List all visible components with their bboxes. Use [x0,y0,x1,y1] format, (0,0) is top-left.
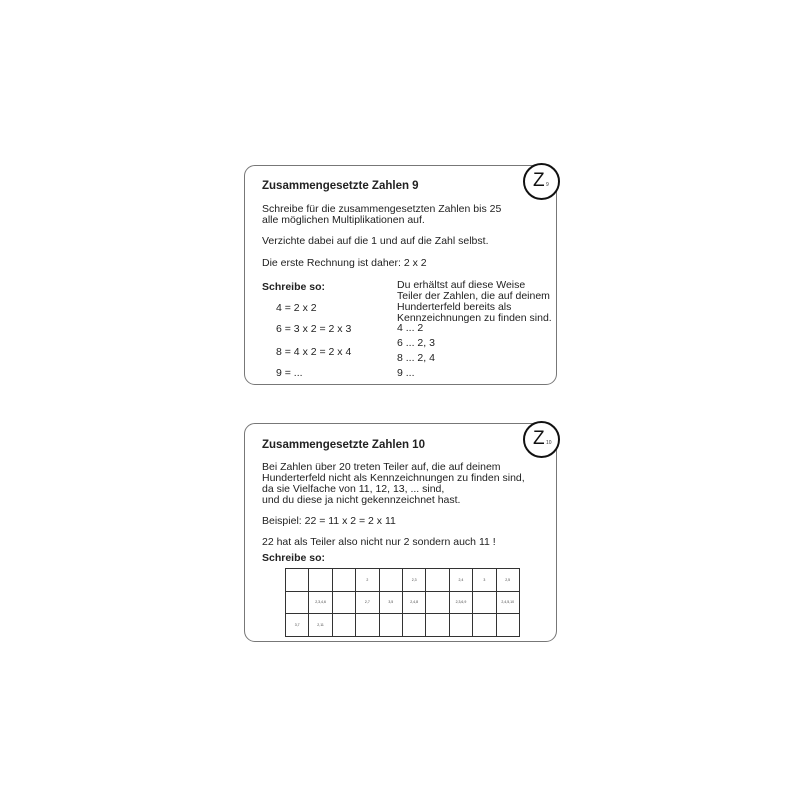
grid-cell: 2,3,4,6 [309,591,332,614]
grid-cell [426,591,449,614]
card9-right-example: 4 ... 2 [397,322,424,334]
hunderterfeld-grid [285,568,520,637]
grid-cell: 2,4,5,10 [496,591,519,614]
card9-left-example: 9 = ... [276,367,303,379]
grid-cell [356,614,379,637]
grid-row [286,614,520,637]
card10-write-label: Schreibe so: [262,552,326,564]
grid-cell [449,614,472,637]
grid-cell [332,591,355,614]
card9-right-example: 9 ... [397,367,415,379]
grid-cell [496,614,519,637]
grid-cell [379,614,402,637]
grid-cell: 3,7 [286,614,309,637]
grid-cell: 3,5 [379,591,402,614]
card10-intro-4: und du diese ja nicht gekennzeichnet hast. [262,494,461,506]
badge-z10 [523,421,560,458]
badge-z9 [523,163,560,200]
card9-left-example: 6 = 3 x 2 = 2 x 3 [276,323,352,335]
grid-cell [402,614,425,637]
grid-cell [426,569,449,592]
card9-right-text: Teiler der Zahlen, die auf deinem [397,290,550,302]
card9-intro-1: Schreibe für die zusammengesetzten Zahlen bis 25 [262,203,502,215]
grid-cell [426,614,449,637]
card9-right-text: Du erhältst auf diese Weise [397,279,526,291]
grid-cell: 2,4,8 [402,591,425,614]
card9-left-example: 4 = 2 x 2 [276,302,317,314]
grid-cell [309,569,332,592]
grid-cell: 2,5 [496,569,519,592]
card9-left-example: 8 = 4 x 2 = 2 x 4 [276,346,352,358]
card10-note: 22 hat als Teiler also nicht nur 2 sondern auch 11 ! [262,536,496,548]
grid-cell [286,569,309,592]
card10-intro-3: da sie Vielfache von 11, 12, 13, ... sind, [262,483,445,495]
grid-cell: 2,7 [356,591,379,614]
badge-letter: Z [533,170,545,191]
card10-example: Beispiel: 22 = 11 x 2 = 2 x 11 [262,515,396,527]
grid-cell: 2,3,6,9 [449,591,472,614]
card9-right-text: Kennzeichnungen zu finden sind. [397,312,552,324]
badge-number: 10 [546,440,552,446]
grid-cell: 2,3 [402,569,425,592]
card9-right-text: Hunderterfeld bereits als [397,301,512,313]
grid-cell [473,614,496,637]
grid-cell [473,591,496,614]
grid-cell [332,569,355,592]
card9-write-label: Schreibe so: [262,281,326,293]
card10-intro-1: Bei Zahlen über 20 treten Teiler auf, die auf deinem [262,461,501,473]
grid-cell [332,614,355,637]
grid-cell [379,569,402,592]
card9-right-example: 8 ... 2, 4 [397,352,435,364]
grid-cell: 2 [356,569,379,592]
card10-intro-2: Hunderterfeld nicht als Kennzeichnungen zu finden sind, [262,472,525,484]
card9-rule: Verzichte dabei auf die 1 und auf die Zahl selbst. [262,235,489,247]
card9-right-example: 6 ... 2, 3 [397,337,435,349]
badge-number: 9 [546,182,549,188]
card10-title: Zusammengesetzte Zahlen 10 [262,439,425,451]
grid-row [286,591,520,614]
grid-cell: 3 [473,569,496,592]
grid-row [286,569,520,592]
card9-title: Zusammengesetzte Zahlen 9 [262,180,419,192]
grid-cell [286,591,309,614]
card9-intro-2: alle möglichen Multiplikationen auf. [262,214,425,226]
grid-cell: 2,11 [309,614,332,637]
card9-first: Die erste Rechnung ist daher: 2 x 2 [262,257,427,269]
badge-letter: Z [533,428,545,449]
grid-cell: 2,4 [449,569,472,592]
